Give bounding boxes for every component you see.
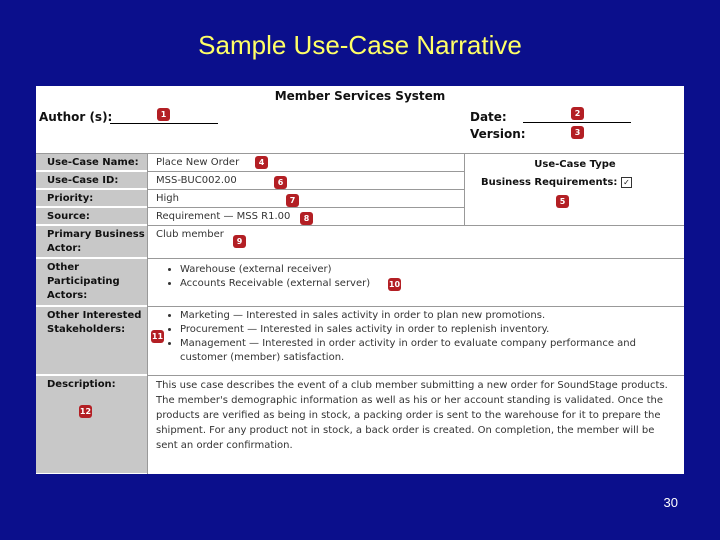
list-item: • Procurement — Interested in sales activity in order to replenish inventory. [180, 323, 684, 337]
list-item: • Marketing — Interested in sales activity in order to plan new promotions. [180, 309, 684, 323]
badge-9: 9 [233, 235, 246, 248]
other-actors-list [156, 263, 684, 291]
other-actors-label: Other Participating Actors: [36, 259, 147, 306]
badge-5: 5 [556, 195, 569, 208]
other-actors-value [147, 259, 684, 306]
badge-12: 12 [79, 407, 92, 416]
date-field-line [523, 122, 631, 123]
badge-2: 2 [571, 107, 584, 120]
priority-label: Priority: [36, 190, 147, 207]
source-label: Source: [36, 208, 147, 225]
source-value: Requirement — MSS R1.00 [147, 208, 464, 225]
primary-actor-value: Club member [147, 226, 684, 258]
badge-3: 3 [571, 126, 584, 139]
badge-1: 1 [157, 108, 170, 121]
use-case-id-label: Use-Case ID: [36, 172, 147, 189]
stakeholders-label: Other Interested Stakeholders: [36, 307, 147, 375]
badge-4: 4 [255, 156, 268, 169]
stakeholders-value [147, 307, 684, 375]
date-label: Date: [470, 110, 507, 124]
author-label: Author (s): [39, 110, 113, 124]
page-number: 30 [663, 495, 678, 510]
business-requirements-checkbox: ✓ [621, 177, 632, 188]
list-item: • Management — Interested in order activity in order to evaluate company performance and customer (member) satisfaction. [180, 337, 684, 365]
badge-7: 7 [286, 194, 299, 207]
primary-actor-label: Primary Business Actor: [36, 226, 147, 258]
badge-8: 8 [300, 212, 313, 225]
badge-11: 11 [151, 332, 164, 341]
description-label: Description: [36, 376, 147, 474]
badge-10: 10 [388, 280, 401, 289]
system-name: Member Services System [274, 89, 446, 103]
use-case-id-value: MSS-BUC002.00 [147, 172, 464, 189]
stakeholders-list [156, 309, 684, 365]
priority-value: High [147, 190, 464, 207]
badge-6: 6 [274, 176, 287, 189]
use-case-document [36, 86, 684, 474]
author-field-line [110, 123, 218, 124]
use-case-type-title: Use-Case Type [534, 159, 616, 170]
business-requirements-label: Business Requirements: [481, 177, 618, 188]
slide-title: Sample Use-Case Narrative [198, 30, 522, 60]
use-case-name-label: Use-Case Name: [36, 154, 147, 171]
use-case-type-box [464, 153, 685, 225]
list-item: • Warehouse (external receiver) [180, 263, 684, 277]
description-value [147, 376, 684, 474]
description-text: This use case describes the event of a club member submitting a new order for SoundStage products. The member's demographic information as well as his or her account standing is validated. Once the products are verified as being in stock, a packing order is sent to the warehouse for it to prepare the shipment. For any product not in stock, a back order is created. On completion, the member will be sent an order confirmation. [156, 380, 668, 451]
list-item: • Accounts Receivable (external server) [180, 277, 684, 291]
version-label: Version: [470, 127, 526, 141]
use-case-name-value: Place New Order [147, 154, 464, 171]
